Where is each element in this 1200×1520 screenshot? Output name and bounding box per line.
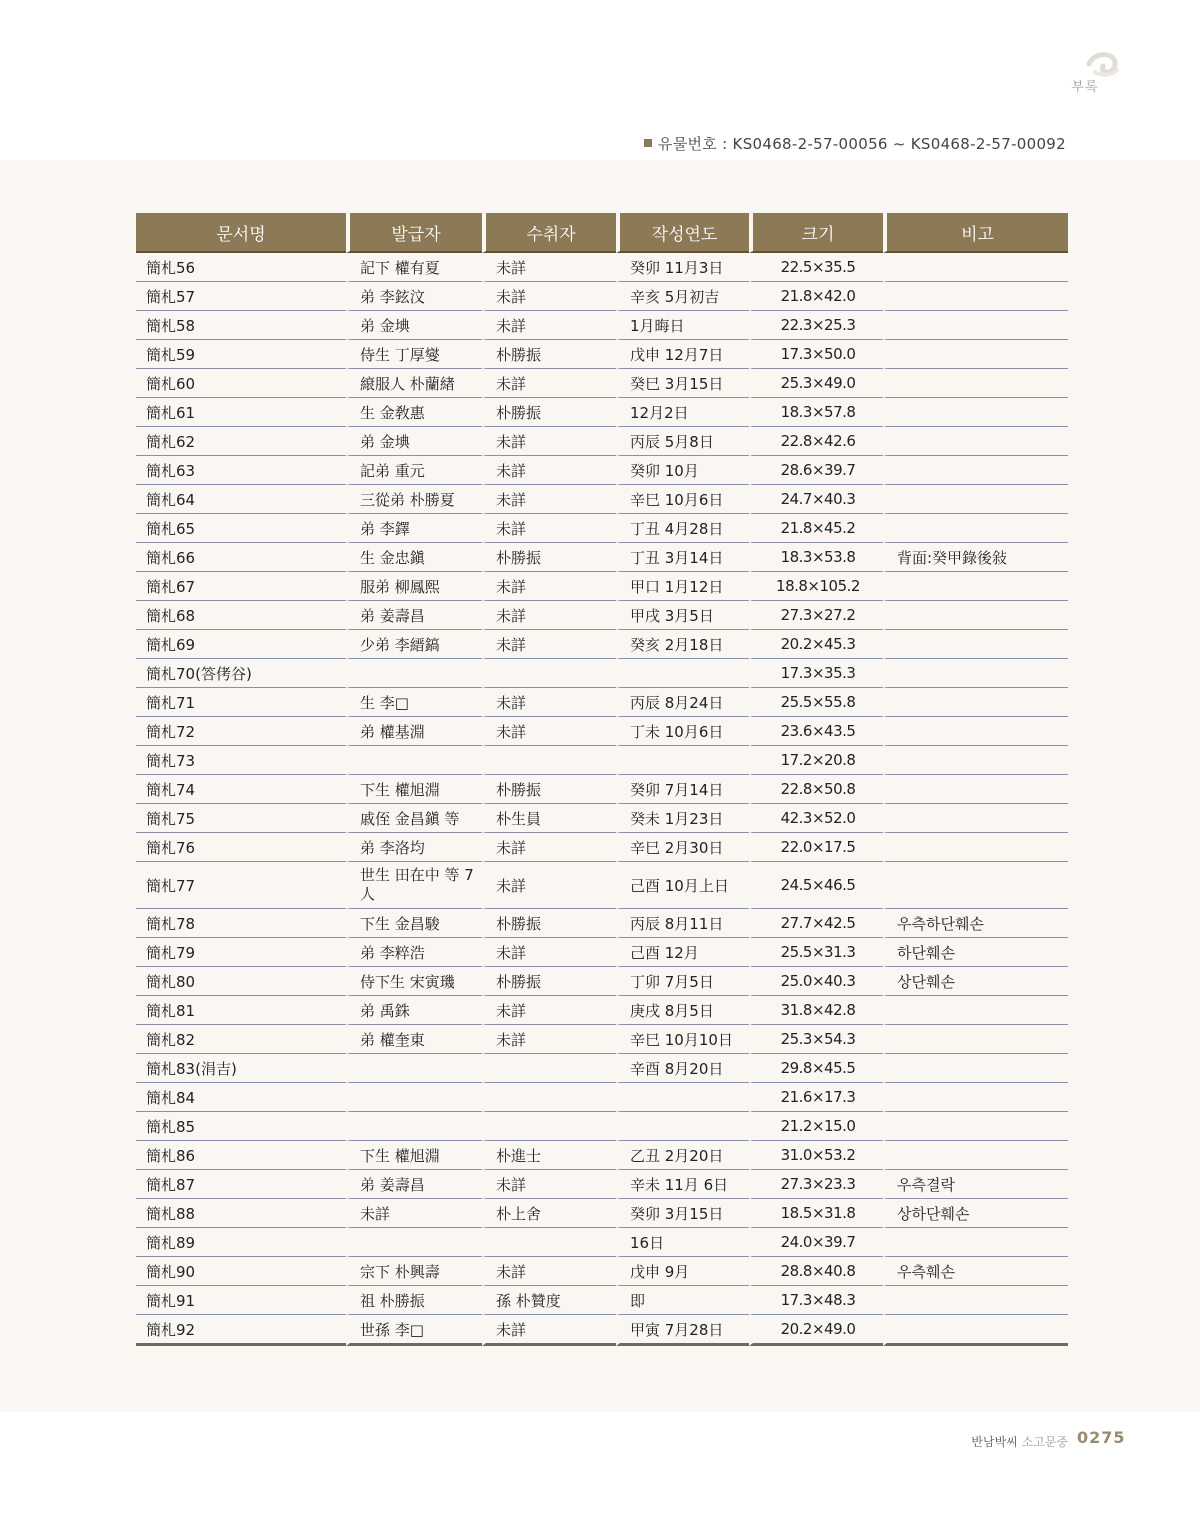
cell-document-name: 簡札71 [136,688,346,717]
table-row [136,398,1068,427]
table-row [136,369,1068,398]
cell-issuer [346,746,482,775]
cell-note [883,340,1068,369]
table-row [136,1228,1068,1257]
cell-date: 丁丑 4月28日 [616,514,749,543]
artifact-id-line [644,133,1066,154]
cell-size: 42.3×52.0 [749,804,883,833]
cell-note [883,572,1068,601]
cell-size: 17.2×20.8 [749,746,883,775]
cell-note [883,1054,1068,1083]
cell-date: 即 [616,1286,749,1315]
column-header-date: 작성연도 [616,213,749,253]
cell-size: 22.0×17.5 [749,833,883,862]
cell-date: 己酉 12月 [616,938,749,967]
table-row [136,717,1068,746]
cell-date: 甲口 1月12日 [616,572,749,601]
cell-document-name: 簡札62 [136,427,346,456]
cell-size: 20.2×45.3 [749,630,883,659]
cell-issuer: 弟 李洛均 [346,833,482,862]
cell-issuer: 弟 姜壽昌 [346,1170,482,1199]
footer-title-sub: 소고문중 [1021,1435,1068,1449]
cell-document-name: 簡札87 [136,1170,346,1199]
cell-note [883,804,1068,833]
cell-recipient: 朴生員 [482,804,616,833]
cell-date: 1月晦日 [616,311,749,340]
cell-size: 21.2×15.0 [749,1112,883,1141]
table-row [136,804,1068,833]
cell-size: 21.6×17.3 [749,1083,883,1112]
cell-issuer: 世孫 李□ [346,1315,482,1346]
cell-document-name: 簡札73 [136,746,346,775]
cell-note: 우측하단훼손 [883,909,1068,938]
cell-size: 17.3×50.0 [749,340,883,369]
footer-title-main: 반남박씨 [971,1435,1018,1449]
column-header-note: 비고 [883,213,1068,253]
table-row [136,1054,1068,1083]
cell-document-name: 簡札79 [136,938,346,967]
cell-recipient: 朴上舍 [482,1199,616,1228]
cell-document-name: 簡札89 [136,1228,346,1257]
table-row [136,967,1068,996]
cell-document-name: 簡札90 [136,1257,346,1286]
cell-issuer: 下生 金昌駿 [346,909,482,938]
table-row [136,1112,1068,1141]
cell-note [883,1228,1068,1257]
cell-note [883,746,1068,775]
cell-date: 甲寅 7月28日 [616,1315,749,1346]
cell-issuer: 三從弟 朴勝夏 [346,485,482,514]
cell-recipient [482,746,616,775]
cell-size: 25.3×49.0 [749,369,883,398]
cell-date: 癸巳 3月15日 [616,369,749,398]
cell-issuer: 生 李□ [346,688,482,717]
cell-recipient: 未詳 [482,601,616,630]
cell-date: 丁丑 3月14日 [616,543,749,572]
cell-note [883,369,1068,398]
cell-recipient: 未詳 [482,938,616,967]
cell-date: 辛酉 8月20日 [616,1054,749,1083]
cell-note [883,688,1068,717]
table-row [136,746,1068,775]
cell-note [883,282,1068,311]
cell-document-name: 簡札77 [136,862,346,909]
cell-recipient: 朴勝振 [482,398,616,427]
cell-document-name: 簡札78 [136,909,346,938]
square-bullet-icon [644,139,652,147]
cell-size: 25.5×31.3 [749,938,883,967]
cell-note [883,775,1068,804]
cell-date [616,1083,749,1112]
table-row [136,659,1068,688]
cell-recipient: 未詳 [482,456,616,485]
table-row [136,282,1068,311]
cell-recipient: 朴勝振 [482,340,616,369]
table-row [136,1170,1068,1199]
cell-size: 27.7×42.5 [749,909,883,938]
cell-size: 31.0×53.2 [749,1141,883,1170]
cell-note [883,398,1068,427]
cell-document-name: 簡札76 [136,833,346,862]
cell-document-name: 簡札91 [136,1286,346,1315]
cell-note [883,630,1068,659]
cell-size: 18.3×53.8 [749,543,883,572]
table-row [136,775,1068,804]
cell-note [883,456,1068,485]
cell-date: 己酉 10月上日 [616,862,749,909]
table-row [136,862,1068,909]
cell-size: 28.6×39.7 [749,456,883,485]
cell-recipient: 未詳 [482,630,616,659]
cell-note: 우측훼손 [883,1257,1068,1286]
cell-date: 辛巳 10月6日 [616,485,749,514]
cell-document-name: 簡札66 [136,543,346,572]
page-number: 0275 [1077,1428,1126,1447]
cell-date: 癸亥 2月18日 [616,630,749,659]
cell-issuer: 弟 李鐸 [346,514,482,543]
cell-size: 25.5×55.8 [749,688,883,717]
cell-document-name: 簡札59 [136,340,346,369]
cell-size: 24.7×40.3 [749,485,883,514]
cell-document-name: 簡札72 [136,717,346,746]
cell-size: 25.0×40.3 [749,967,883,996]
cell-recipient [482,1228,616,1257]
cell-date [616,1112,749,1141]
cell-recipient [482,1083,616,1112]
table-body [136,253,1068,1346]
cell-document-name: 簡札57 [136,282,346,311]
cell-issuer: 服弟 柳鳳熙 [346,572,482,601]
cell-issuer: 弟 李粹浩 [346,938,482,967]
table-row [136,456,1068,485]
table-header-row [136,213,1068,253]
cell-size: 21.8×45.2 [749,514,883,543]
cell-recipient: 朴勝振 [482,775,616,804]
cell-date: 甲戌 3月5日 [616,601,749,630]
cell-issuer: 世生 田在中 等 7人 [346,862,482,909]
footer-book-title [971,1433,1068,1450]
cell-document-name: 簡札61 [136,398,346,427]
cell-recipient: 未詳 [482,282,616,311]
cell-recipient: 未詳 [482,369,616,398]
cell-document-name: 簡札70(答侤谷) [136,659,346,688]
cell-recipient: 未詳 [482,427,616,456]
cell-document-name: 簡札67 [136,572,346,601]
cell-recipient: 未詳 [482,485,616,514]
cell-date: 辛亥 5月初吉 [616,282,749,311]
cell-recipient: 未詳 [482,996,616,1025]
cell-recipient [482,1054,616,1083]
cell-issuer: 下生 權旭淵 [346,1141,482,1170]
cell-date: 辛巳 10月10日 [616,1025,749,1054]
cell-issuer: 下生 權旭淵 [346,775,482,804]
cell-date: 12月2日 [616,398,749,427]
table-row [136,253,1068,282]
cell-note [883,253,1068,282]
cell-size: 17.3×48.3 [749,1286,883,1315]
table-row [136,1083,1068,1112]
cell-issuer [346,1228,482,1257]
cell-note: 背面:癸甲錄後敍 [883,543,1068,572]
table-row [136,1286,1068,1315]
cell-issuer: 生 金忠鎭 [346,543,482,572]
cell-note [883,601,1068,630]
table-row [136,485,1068,514]
cell-size: 20.2×49.0 [749,1315,883,1346]
cell-size: 27.3×23.3 [749,1170,883,1199]
table-row [136,340,1068,369]
column-header-size: 크기 [749,213,883,253]
cell-date: 丙辰 5月8日 [616,427,749,456]
cell-note [883,514,1068,543]
section-tab: 부록 [1071,80,1099,95]
cell-note [883,659,1068,688]
cell-recipient: 未詳 [482,514,616,543]
cell-recipient: 未詳 [482,688,616,717]
cell-date [616,746,749,775]
cell-document-name: 簡札75 [136,804,346,833]
cell-note: 우측결락 [883,1170,1068,1199]
cell-issuer: 未詳 [346,1199,482,1228]
table-row [136,1141,1068,1170]
table-row [136,1257,1068,1286]
cell-note [883,427,1068,456]
cell-document-name: 簡札84 [136,1083,346,1112]
cell-issuer: 縗服人 朴蘭緖 [346,369,482,398]
artifact-id-label: 유물번호 : KS0468-2-57-00056 ~ KS0468-2-57-00092 [657,135,1066,153]
cell-document-name: 簡札60 [136,369,346,398]
cell-date: 戊申 9月 [616,1257,749,1286]
table-row [136,688,1068,717]
cell-size: 18.3×57.8 [749,398,883,427]
cell-issuer: 弟 李鉉汶 [346,282,482,311]
cell-document-name: 簡札88 [136,1199,346,1228]
cell-note [883,1315,1068,1346]
table-row [136,1025,1068,1054]
cell-recipient: 未詳 [482,862,616,909]
column-header-document: 문서명 [136,213,346,253]
cell-recipient: 朴勝振 [482,543,616,572]
cell-recipient: 未詳 [482,253,616,282]
cell-size: 27.3×27.2 [749,601,883,630]
cell-date [616,659,749,688]
cell-size: 22.8×50.8 [749,775,883,804]
cell-document-name: 簡札56 [136,253,346,282]
cell-recipient: 孫 朴贊度 [482,1286,616,1315]
cell-recipient: 朴勝振 [482,909,616,938]
table-row [136,909,1068,938]
cell-size: 21.8×42.0 [749,282,883,311]
cell-size: 25.3×54.3 [749,1025,883,1054]
cell-date: 癸卯 3月15日 [616,1199,749,1228]
cell-note [883,1025,1068,1054]
cell-note [883,311,1068,340]
table-row [136,630,1068,659]
document-table [136,213,1068,1346]
cell-issuer: 戚侄 金昌鎭 等 [346,804,482,833]
cell-recipient: 未詳 [482,1315,616,1346]
cell-recipient: 未詳 [482,717,616,746]
cell-recipient [482,1112,616,1141]
cell-recipient: 朴勝振 [482,967,616,996]
cell-date: 戊申 12月7日 [616,340,749,369]
cell-note [883,862,1068,909]
cell-issuer: 弟 權基淵 [346,717,482,746]
cell-document-name: 簡札65 [136,514,346,543]
cell-issuer: 弟 禹銖 [346,996,482,1025]
cell-size: 22.8×42.6 [749,427,883,456]
cell-issuer [346,1083,482,1112]
cell-document-name: 簡札64 [136,485,346,514]
cell-document-name: 簡札69 [136,630,346,659]
cell-date: 丙辰 8月11日 [616,909,749,938]
cell-date: 庚戌 8月5日 [616,996,749,1025]
cell-issuer: 祖 朴勝振 [346,1286,482,1315]
cell-issuer: 弟 姜壽昌 [346,601,482,630]
cell-size: 23.6×43.5 [749,717,883,746]
cell-issuer: 生 金敎惠 [346,398,482,427]
cell-recipient: 未詳 [482,572,616,601]
table-row [136,601,1068,630]
cell-issuer: 弟 金㙉 [346,311,482,340]
cell-note [883,996,1068,1025]
cell-note: 상단훼손 [883,967,1068,996]
table-row [136,427,1068,456]
column-header-issuer: 발급자 [346,213,482,253]
table-row [136,311,1068,340]
table-row [136,572,1068,601]
cell-document-name: 簡札68 [136,601,346,630]
cell-document-name: 簡札74 [136,775,346,804]
cell-date: 辛未 11月 6日 [616,1170,749,1199]
cell-document-name: 簡札63 [136,456,346,485]
cell-issuer: 少弟 李縉鎬 [346,630,482,659]
table-row [136,543,1068,572]
cell-note [883,1112,1068,1141]
cell-note [883,1083,1068,1112]
cell-issuer: 記下 權有夏 [346,253,482,282]
cell-date: 丁未 10月6日 [616,717,749,746]
cell-date: 癸卯 10月 [616,456,749,485]
cell-date: 癸卯 11月3日 [616,253,749,282]
cell-size: 28.8×40.8 [749,1257,883,1286]
cell-issuer [346,1112,482,1141]
cell-size: 31.8×42.8 [749,996,883,1025]
cell-date: 丙辰 8月24日 [616,688,749,717]
table-row [136,1315,1068,1346]
cell-issuer: 弟 權奎東 [346,1025,482,1054]
cell-date: 丁卯 7月5日 [616,967,749,996]
table-row [136,833,1068,862]
cell-date: 辛巳 2月30日 [616,833,749,862]
cell-recipient: 未詳 [482,311,616,340]
cell-recipient [482,659,616,688]
cell-recipient: 未詳 [482,833,616,862]
cell-recipient: 未詳 [482,1025,616,1054]
cell-document-name: 簡札82 [136,1025,346,1054]
cell-recipient: 未詳 [482,1170,616,1199]
cell-issuer: 侍下生 宋寅璣 [346,967,482,996]
cell-recipient: 未詳 [482,1257,616,1286]
cell-size: 18.5×31.8 [749,1199,883,1228]
cell-document-name: 簡札92 [136,1315,346,1346]
cell-document-name: 簡札86 [136,1141,346,1170]
cell-date: 乙丑 2月20日 [616,1141,749,1170]
cell-recipient: 朴進士 [482,1141,616,1170]
table-row [136,996,1068,1025]
cell-date: 癸卯 7月14日 [616,775,749,804]
cell-note: 상하단훼손 [883,1199,1068,1228]
cell-issuer: 宗下 朴興壽 [346,1257,482,1286]
cell-issuer [346,1054,482,1083]
cell-document-name: 簡札83(涓吉) [136,1054,346,1083]
cell-date: 癸未 1月23日 [616,804,749,833]
table-row [136,1199,1068,1228]
cell-date: 16日 [616,1228,749,1257]
cell-issuer: 弟 金㙉 [346,427,482,456]
cell-issuer: 記弟 重元 [346,456,482,485]
cell-note [883,485,1068,514]
cell-size: 22.5×35.5 [749,253,883,282]
cell-note [883,1141,1068,1170]
cell-document-name: 簡札80 [136,967,346,996]
cell-note [883,833,1068,862]
cell-document-name: 簡札85 [136,1112,346,1141]
cell-size: 22.3×25.3 [749,311,883,340]
cell-document-name: 簡札58 [136,311,346,340]
page-footer [0,1412,1200,1520]
cell-size: 24.5×46.5 [749,862,883,909]
column-header-recipient: 수취자 [482,213,616,253]
cell-note: 하단훼손 [883,938,1068,967]
table-row [136,514,1068,543]
cell-note [883,1286,1068,1315]
cell-size: 18.8×105.2 [749,572,883,601]
cell-note [883,717,1068,746]
cell-size: 17.3×35.3 [749,659,883,688]
table-row [136,938,1068,967]
cell-size: 29.8×45.5 [749,1054,883,1083]
cell-document-name: 簡札81 [136,996,346,1025]
cell-issuer [346,659,482,688]
cell-issuer: 侍生 丁厚燮 [346,340,482,369]
cell-size: 24.0×39.7 [749,1228,883,1257]
